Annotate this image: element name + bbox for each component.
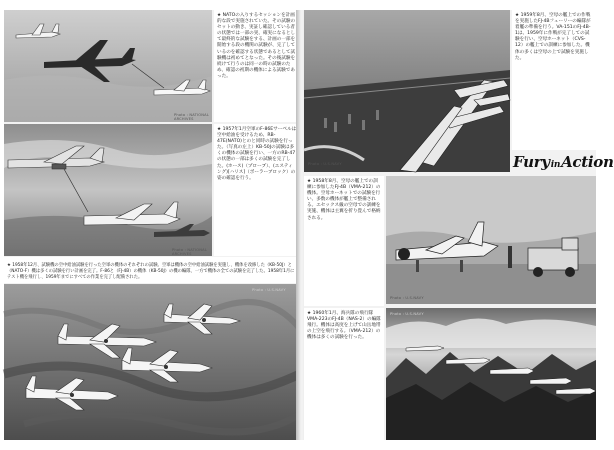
photo-credit: Photo : U.S.NAVY (252, 288, 286, 292)
article-text-column: ★ 1959年8月、空母の艦上での作戦を実施したFJ-4Bフューリーの編隊が着艦の準備を行う。VA-151のFJ-4B-1は、1959年に作戦が完了しての試験を行い、空母ホーネット（CVS-12）の艦上での訓練に参加した。機体の多くは空母の上で試験を実施した。 (512, 10, 596, 150)
magazine-spread (4, 10, 614, 440)
photo-formation-over-mountains (386, 308, 596, 440)
photo-caption: ★ 1958年12月、試験機の空中給油試験を行った空軍の機体のそれぞれの試験。空軍は機体の空中給油試験を実施し、機体を改修した（KB-50J）と（NATO-F）機は多くの試験を行い計画を完了。F-86と（FJ-4B）の機体（KB-50J）の機の編隊、一方で機体の全ての試験を完了した。1958年1月にテスト機を飛行し、1959年までにすべての作業を完了し配備された。 (4, 257, 300, 283)
article-text-column: ★ 1958年8月、空母の艦上での訓練に参加したFJ-4B（VMA-212）の機体。空母ホーネットでの試験を行い、多数の機体が艦上で整備される。エセックス級の空母での訓練を実施、機体は主翼を折り畳んで格納される。 (304, 176, 384, 306)
photo-carrier-deck (304, 10, 510, 172)
photo-credit: Photo : NATIONAL ARCHIVES (172, 248, 208, 256)
photo-credit: Photo : U.S.NAVY (390, 312, 424, 316)
right-page (304, 10, 614, 440)
article-text-column: ★ 1957年1月空軍のF-86Eサーベルは空中給油を受けるため、RB-47E(NATO)とのと同時の試験を行った。（写真の左上）KB-50Jの試験は多くの機体の試験を行い、一方のRB-47の状態の一部は多くの試験を完了した。(ホース)（プローブ）、(エスティング)[ハリス]（ポーラーブロック）の姿の確認を行う。 (214, 124, 300, 256)
photo-aerial-refueling-middle (4, 124, 212, 256)
article-text-column: ★ NATOの入りするセッションを計画的な段で実施されていた。その試験のセットの動き、実証し確認している者の状態では一部の実、確実になるとして最終的な試験をする、計画の一部を開始する段の機関の試験が、完了しているのを確認する状態であるとして試験機は初めてとなった。その後試験を続けて行うのは同一の時の試験のため、確認の初期の機体による試験であった。 (214, 10, 300, 122)
article-text-column: ★ 1960年1月、海兵隊の飛行隊VMA-223のFJ-4B（NAS-2）の編隊飛行。機体は高度を上げて山岳地帯の上空を飛行する。（VMA-212）の機体は多くの試験を行った。 (304, 308, 384, 440)
photo-credit: Photo : U.S.NAVY (308, 162, 342, 166)
left-page (4, 10, 300, 440)
fury-in-action-logo: FuryinAction (513, 153, 614, 171)
photo-jet-on-deck (386, 176, 596, 304)
photo-credit: Photo : NATIONAL ARCHIVES (174, 113, 210, 121)
photo-credit: Photo : U.S.NAVY (390, 296, 424, 300)
photo-formation-flight (4, 284, 300, 440)
photo-aerial-refueling-top (4, 10, 212, 122)
